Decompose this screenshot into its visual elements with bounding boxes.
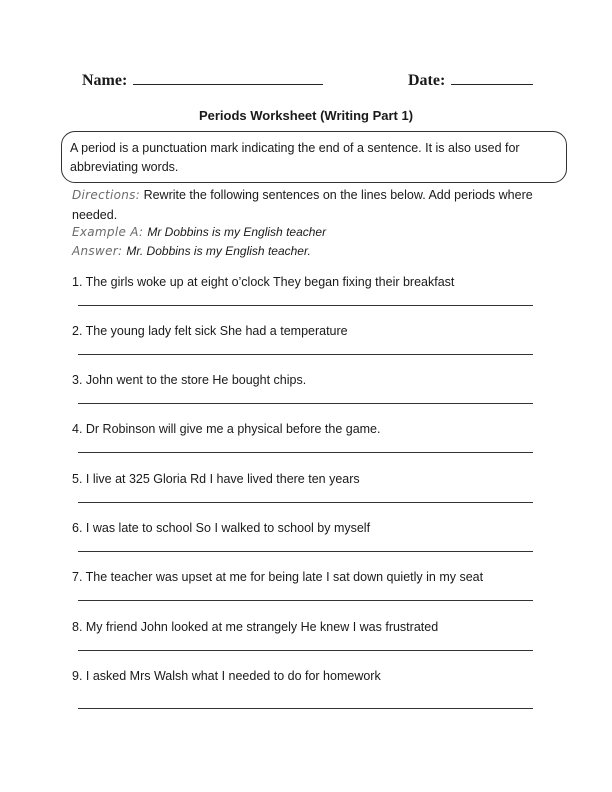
question-8: 8. My friend John looked at me strangely He knew I was frustrated (72, 620, 439, 634)
worksheet-title: Periods Worksheet (Writing Part 1) (198, 108, 414, 123)
question-1: 1. The girls woke up at eight o’clock They began fixing their breakfast (72, 275, 455, 289)
example-answer-row (72, 244, 311, 258)
answer-value: Mr. Dobbins is my English teacher. (126, 244, 311, 258)
example-label: Example A: (72, 225, 144, 239)
question-7: 7. The teacher was upset at me for being late I sat down quietly in my seat (72, 570, 484, 584)
name-field (82, 72, 323, 90)
directions-text: Rewrite the following sentences on the lines below. Add periods where needed. (72, 188, 533, 222)
directions (72, 185, 542, 225)
answer-line-6[interactable] (78, 551, 533, 552)
definition-box (61, 131, 567, 183)
definition-text: A period is a punctuation mark indicating the end of a sentence. It is also used for abbreviating words. (70, 141, 520, 174)
question-4: 4. Dr Robinson will give me a physical before the game. (72, 422, 381, 436)
question-2: 2. The young lady felt sick She had a temperature (72, 324, 348, 338)
answer-line-4[interactable] (78, 452, 533, 453)
answer-label: Answer: (72, 244, 123, 258)
name-blank-line[interactable] (133, 72, 323, 85)
answer-line-5[interactable] (78, 502, 533, 503)
question-5: 5. I live at 325 Gloria Rd I have lived there ten years (72, 472, 360, 486)
example-value: Mr Dobbins is my English teacher (147, 225, 327, 239)
answer-line-7[interactable] (78, 600, 533, 601)
question-6: 6. I was late to school So I walked to school by myself (72, 521, 371, 535)
answer-line-1[interactable] (78, 305, 533, 306)
answer-line-9[interactable] (78, 708, 533, 709)
date-label: Date: (408, 72, 446, 89)
name-label: Name: (82, 72, 128, 89)
date-field (408, 72, 533, 90)
answer-line-3[interactable] (78, 403, 533, 404)
question-3: 3. John went to the store He bought chips. (72, 373, 307, 387)
question-9: 9. I asked Mrs Walsh what I needed to do for homework (72, 669, 381, 683)
date-blank-line[interactable] (451, 72, 533, 85)
example-row (72, 225, 326, 239)
answer-line-8[interactable] (78, 650, 533, 651)
directions-label: Directions: (72, 188, 141, 202)
answer-line-2[interactable] (78, 354, 533, 355)
